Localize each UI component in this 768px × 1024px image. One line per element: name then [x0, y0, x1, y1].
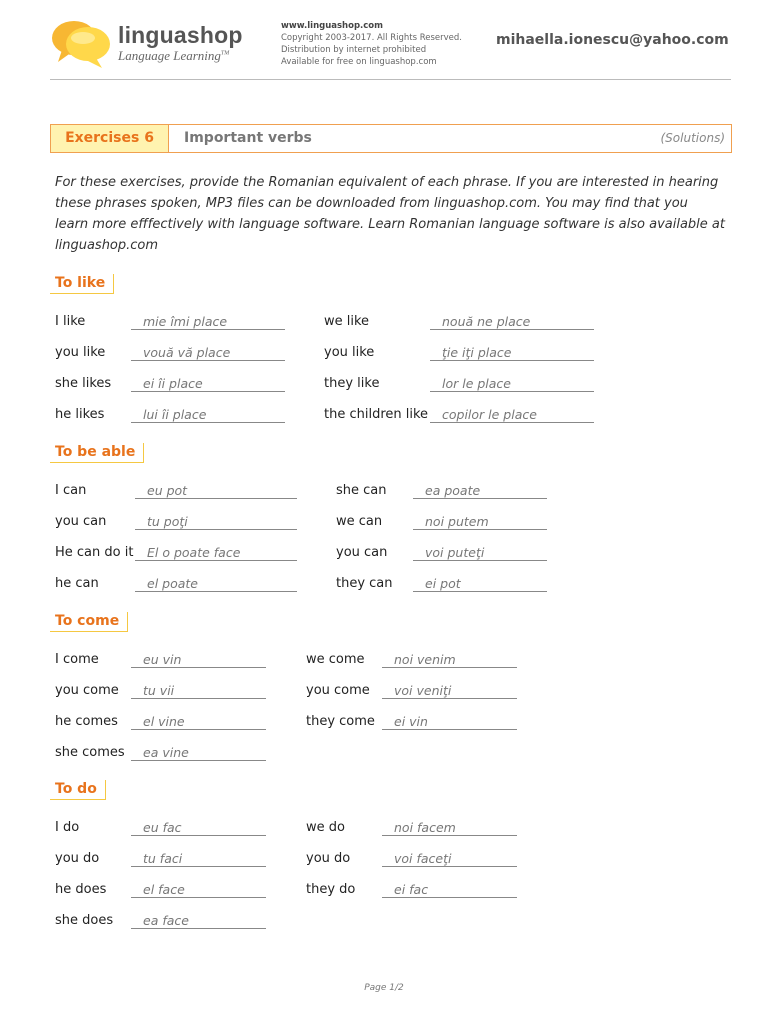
phrase-label: I come [55, 652, 99, 667]
phrase-label: we come [306, 652, 365, 667]
answer-field[interactable]: ei vin [382, 715, 517, 730]
answer-field[interactable]: copilor le place [430, 408, 594, 423]
answer-field[interactable]: lor le place [430, 377, 594, 392]
answer-field[interactable]: vouă vă place [131, 346, 285, 361]
exercise-title: Important verbs [184, 130, 312, 146]
phrase-label: she can [336, 483, 387, 498]
phrase-label: you like [55, 345, 106, 360]
phrase-label: we can [336, 514, 383, 529]
instructions-paragraph: For these exercises, provide the Romanian equivalent of each phrase. If you are interested in hearing these phrases spoken, MP3 files can be downloaded from linguashop.com. You may find that you learn more efffectively with language software. Learn Romanian language software is also available at linguashop.com [55, 175, 725, 253]
section-heading: To do [50, 780, 106, 800]
availability-line: Available for free on linguashop.com [281, 57, 437, 67]
distribution-line: Distribution by internet prohibited [281, 45, 427, 55]
answer-field[interactable]: El o poate face [135, 546, 297, 561]
answer-field[interactable]: ţie iţi place [430, 346, 594, 361]
phrase-label: he can [55, 576, 99, 591]
answer-field[interactable]: voi faceţi [382, 852, 517, 867]
phrase-label: we like [324, 314, 370, 329]
answer-field[interactable]: nouă ne place [430, 315, 594, 330]
phrase-label: you like [324, 345, 375, 360]
exercise-title-bar [50, 124, 732, 153]
answer-field[interactable]: el poate [135, 577, 297, 592]
answer-field[interactable]: noi venim [382, 653, 517, 668]
answer-field[interactable]: ei pot [413, 577, 547, 592]
phrase-label: he likes [55, 407, 105, 422]
section-heading: To like [50, 274, 114, 294]
phrase-label: she comes [55, 745, 125, 760]
phrase-label: you do [55, 851, 100, 866]
answer-field[interactable]: ea face [131, 914, 266, 929]
phrase-label: I do [55, 820, 80, 835]
header-divider [50, 79, 731, 80]
user-email: mihaella.ionescu@yahoo.com [496, 32, 729, 48]
copyright-info [281, 20, 462, 68]
site-url: www.linguashop.com [281, 21, 383, 31]
answer-field[interactable]: eu fac [131, 821, 266, 836]
answer-field[interactable]: tu faci [131, 852, 266, 867]
answer-field[interactable]: ea vine [131, 746, 266, 761]
answer-field[interactable]: mie îmi place [131, 315, 285, 330]
section-heading: To come [50, 612, 128, 632]
answer-field[interactable]: tu vii [131, 684, 266, 699]
phrase-label: the children like [324, 407, 429, 422]
phrase-label: they do [306, 882, 356, 897]
answer-field[interactable]: eu pot [135, 484, 297, 499]
phrase-label: I can [55, 483, 87, 498]
speech-bubbles-icon [50, 18, 120, 70]
answer-field[interactable]: tu poţi [135, 515, 297, 530]
phrase-label: you can [336, 545, 388, 560]
phrase-label: he does [55, 882, 107, 897]
answer-field[interactable]: lui îi place [131, 408, 285, 423]
section-heading: To be able [50, 443, 144, 463]
answer-field[interactable]: el face [131, 883, 266, 898]
answer-field[interactable]: noi facem [382, 821, 517, 836]
tagline-text: Language Learning [118, 48, 221, 63]
phrase-label: she does [55, 913, 114, 928]
page-number: Page 1/2 [364, 983, 404, 993]
answer-field[interactable]: eu vin [131, 653, 266, 668]
answer-field[interactable]: voi puteţi [413, 546, 547, 561]
exercise-number: Exercises 6 [51, 125, 169, 152]
solutions-note: (Solutions) [660, 131, 725, 145]
phrase-label: you do [306, 851, 351, 866]
phrase-label: you come [306, 683, 370, 698]
trademark-mark: TM [220, 50, 230, 57]
phrase-label: they come [306, 714, 375, 729]
answer-field[interactable]: ei îi place [131, 377, 285, 392]
phrase-label: He can do it [55, 545, 134, 560]
phrase-label: they can [336, 576, 393, 591]
phrase-label: he comes [55, 714, 118, 729]
phrase-label: they like [324, 376, 380, 391]
copyright-line: Copyright 2003-2017. All Rights Reserved. [281, 33, 462, 43]
phrase-label: you come [55, 683, 119, 698]
phrase-label: we do [306, 820, 345, 835]
answer-field[interactable]: ei fac [382, 883, 517, 898]
phrase-label: she likes [55, 376, 112, 391]
answer-field[interactable]: el vine [131, 715, 266, 730]
answer-field[interactable]: ea poate [413, 484, 547, 499]
brand-name: linguashop [118, 22, 243, 48]
answer-field[interactable]: voi veniţi [382, 684, 517, 699]
phrase-label: I like [55, 314, 86, 329]
answer-field[interactable]: noi putem [413, 515, 547, 530]
phrase-label: you can [55, 514, 107, 529]
brand-tagline [118, 48, 229, 64]
